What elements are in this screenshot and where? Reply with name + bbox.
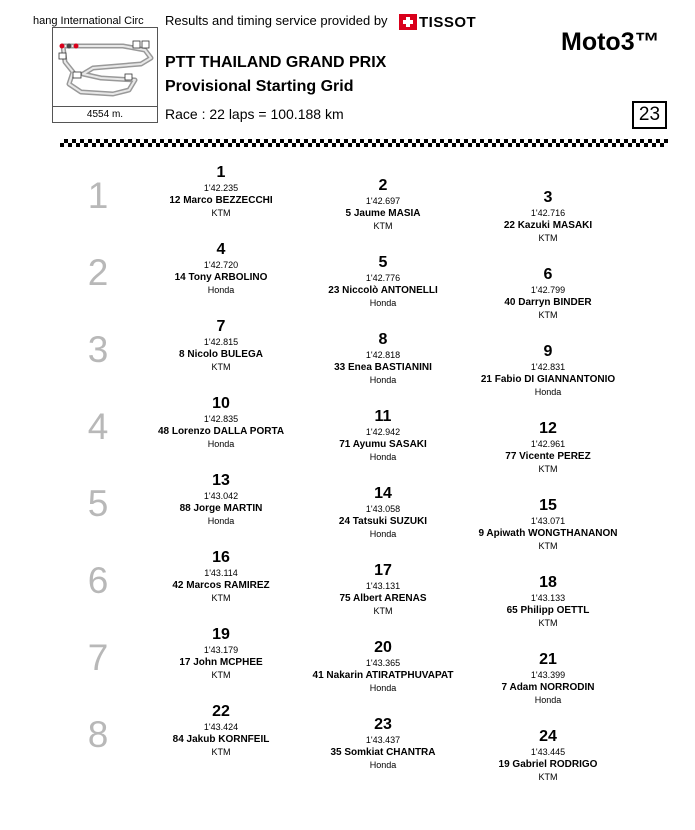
- team-name: KTM: [538, 618, 558, 629]
- grid-position: 8: [378, 330, 388, 348]
- qualifying-time: 1'43.445: [530, 747, 566, 758]
- rider-name: 77 Vicente PEREZ: [505, 451, 591, 463]
- team-name: KTM: [538, 310, 558, 321]
- team-name: KTM: [211, 362, 231, 372]
- team-name: KTM: [538, 464, 558, 475]
- grid-slot: [448, 343, 648, 398]
- rider-name: 24 Tatsuki SUZUKI: [338, 515, 428, 527]
- grid-position: 6: [543, 266, 553, 284]
- qualifying-time: 1'42.697: [365, 195, 401, 206]
- checkered-divider: [60, 139, 668, 147]
- class-name: Moto3™: [561, 28, 660, 56]
- grid-slot: [448, 574, 648, 629]
- team-name: Honda: [369, 374, 397, 385]
- grid-row-number: 6: [87, 560, 109, 601]
- grid-position: 15: [539, 497, 557, 515]
- rider-name: 84 Jakub KORNFEIL: [172, 734, 270, 745]
- circuit-name: hang International Circ: [33, 15, 144, 27]
- grid-position: 1: [216, 164, 226, 181]
- qualifying-time: 1'43.058: [365, 503, 401, 514]
- page-number: 23: [632, 101, 667, 129]
- grid-row-number: 5: [87, 483, 109, 524]
- sponsor-brand: TISSOT: [419, 13, 477, 31]
- track-length: 4554 m.: [52, 107, 158, 123]
- grid-slot: [448, 497, 648, 552]
- grid-position: 5: [378, 253, 388, 271]
- grid-slot: [448, 420, 648, 475]
- team-name: KTM: [211, 208, 231, 218]
- rider-name: 21 Fabio DI GIANNANTONIO: [480, 374, 616, 386]
- grid-slot: [448, 266, 648, 321]
- team-name: Honda: [369, 297, 397, 308]
- grid-row-number: 8: [87, 714, 109, 755]
- grid-row-number: 2: [87, 252, 109, 293]
- grid-position: 21: [539, 651, 557, 669]
- team-name: Honda: [369, 528, 397, 539]
- team-name: KTM: [211, 747, 231, 757]
- qualifying-time: 1'42.235: [203, 183, 239, 193]
- grid-position: 20: [374, 638, 392, 656]
- qualifying-time: 1'42.720: [203, 260, 239, 270]
- rider-name: 65 Philipp OETTL: [506, 605, 590, 617]
- qualifying-time: 1'43.179: [203, 645, 239, 655]
- rider-name: 17 John MCPHEE: [179, 657, 263, 668]
- qualifying-time: 1'43.114: [204, 568, 238, 578]
- qualifying-time: 1'42.961: [530, 439, 566, 450]
- qualifying-time: 1'42.815: [203, 337, 239, 347]
- rider-name: 22 Kazuki MASAKI: [503, 220, 593, 232]
- team-name: KTM: [373, 605, 393, 616]
- qualifying-time: 1'42.799: [530, 285, 566, 296]
- event-title: PTT THAILAND GRAND PRIX: [165, 54, 387, 71]
- qualifying-time: 1'42.776: [365, 272, 401, 283]
- rider-name: 7 Adam NORRODIN: [501, 682, 595, 694]
- team-name: KTM: [538, 233, 558, 244]
- rider-name: 75 Albert ARENAS: [339, 592, 427, 604]
- qualifying-time: 1'43.437: [365, 734, 401, 745]
- rider-name: 19 Gabriel RODRIGO: [498, 759, 598, 771]
- grid-row-number: 3: [87, 329, 109, 370]
- grid-slot: [448, 728, 648, 783]
- grid-slot: [448, 189, 648, 244]
- rider-name: 41 Nakarin ATIRATPHUVAPAT: [312, 669, 454, 681]
- team-name: Honda: [369, 759, 397, 770]
- rider-name: 42 Marcos RAMIREZ: [172, 580, 270, 591]
- grid-position: 7: [216, 318, 226, 335]
- rider-name: 8 Nicolo BULEGA: [179, 349, 263, 360]
- grid-position: 9: [543, 343, 553, 361]
- grid-position: 4: [216, 241, 226, 258]
- provider-text: Results and timing service provided by: [165, 13, 388, 28]
- grid-slot: [448, 651, 648, 706]
- rider-name: 88 Jorge MARTIN: [179, 503, 263, 514]
- grid-position: 13: [212, 472, 230, 489]
- team-name: Honda: [207, 439, 235, 449]
- qualifying-time: 1'43.424: [203, 722, 239, 732]
- team-name: Honda: [369, 682, 397, 693]
- rider-name: 14 Tony ARBOLINO: [174, 272, 268, 283]
- team-name: Honda: [534, 695, 562, 706]
- rider-name: 71 Ayumu SASAKI: [339, 438, 427, 450]
- qualifying-time: 1'43.399: [530, 670, 566, 681]
- circuit-map-icon: [53, 28, 159, 108]
- qualifying-time: 1'42.831: [530, 362, 566, 373]
- rider-name: 48 Lorenzo DALLA PORTA: [157, 426, 285, 437]
- rider-name: 5 Jaume MASIA: [345, 207, 421, 219]
- rider-name: 33 Enea BASTIANINI: [334, 361, 432, 373]
- grid-position: 10: [212, 395, 230, 412]
- rider-name: 35 Somkiat CHANTRA: [330, 746, 436, 758]
- grid-position: 22: [212, 703, 230, 720]
- qualifying-time: 1'43.071: [530, 516, 566, 527]
- grid-position: 17: [374, 561, 392, 579]
- grid-row-number: 1: [87, 175, 109, 216]
- grid-position: 3: [543, 189, 553, 207]
- grid-position: 2: [378, 176, 388, 194]
- rider-name: 23 Niccolò ANTONELLI: [328, 284, 438, 296]
- swiss-cross-icon: [399, 14, 417, 30]
- qualifying-time: 1'43.131: [365, 580, 401, 591]
- track-map: [52, 27, 158, 107]
- grid-position: 14: [374, 484, 392, 502]
- qualifying-time: 1'42.835: [203, 414, 239, 424]
- qualifying-time: 1'42.942: [365, 426, 401, 437]
- rider-name: 9 Apiwath WONGTHANANON: [478, 528, 618, 540]
- qualifying-time: 1'43.365: [365, 657, 401, 668]
- rider-name: 40 Darryn BINDER: [504, 297, 592, 309]
- race-info: Race : 22 laps = 100.188 km: [165, 106, 344, 122]
- qualifying-time: 1'43.042: [203, 491, 239, 501]
- grid-position: 19: [212, 626, 230, 643]
- team-name: Honda: [369, 451, 397, 462]
- grid-position: 24: [539, 728, 557, 746]
- qualifying-time: 1'42.818: [365, 349, 401, 360]
- grid-position: 12: [539, 420, 557, 438]
- grid-row-number: 4: [87, 406, 109, 447]
- team-name: Honda: [534, 387, 562, 398]
- grid-position: 23: [374, 715, 392, 733]
- team-name: KTM: [538, 772, 558, 783]
- team-name: KTM: [211, 670, 231, 680]
- team-name: Honda: [207, 516, 235, 526]
- grid-position: 16: [212, 549, 230, 566]
- team-name: Honda: [207, 285, 235, 295]
- qualifying-time: 1'43.133: [530, 593, 566, 604]
- qualifying-time: 1'42.716: [530, 208, 566, 219]
- grid-row-number: 7: [87, 637, 109, 678]
- team-name: KTM: [211, 593, 231, 603]
- document-title: Provisional Starting Grid: [165, 78, 354, 95]
- grid-position: 18: [539, 574, 557, 592]
- rider-name: 12 Marco BEZZECCHI: [169, 195, 273, 206]
- sponsor-logo: [399, 13, 476, 31]
- team-name: KTM: [373, 220, 393, 231]
- team-name: KTM: [538, 541, 558, 552]
- grid-position: 11: [374, 407, 392, 425]
